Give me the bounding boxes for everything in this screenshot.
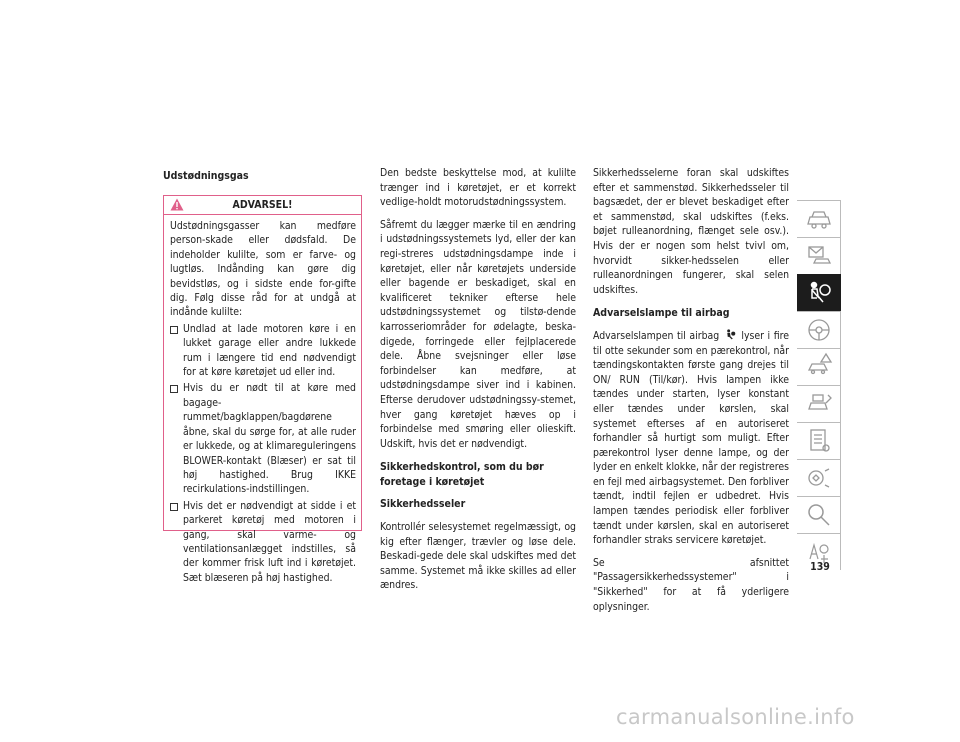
warning-header [164,196,361,215]
watermark: carmanualsonline.info [616,705,855,729]
checkbox-bullet-icon [170,385,178,393]
car-mail-icon [804,241,834,271]
tab-servicing[interactable] [797,385,841,422]
tab-safety[interactable] [797,274,841,311]
warning-item-text: Hvis det er nødvendigt at sidde i et parkeret køretøj med motoren i gang, skal varme- og ventilationsanlægget indstilles, så der kommer frisk luft ind i køretøjet. Sæt blæseren på høj hastighed. [183,499,356,584]
warning-title: ADVARSEL! [232,199,293,211]
paragraph: Den bedste beskyttelse mod, at kulilte trænger ind i køretøjet, er et korrekt vedlige-holdt motorudstødningssystem. [380,167,576,209]
paragraph-body: lyser i fire til otte sekunder som en pærekontrol, når tændingskontakten første gang drejes til ON/ RUN (Til/kør). Hvis lampen ikke tændes under starten, lyser konstant eller tændes under kørslen, skal systemet efterses af en autoriseret forhandler så hurtigt som muligt. Efter pærekontrol lyser denne lampe, og der lyder en enkelt klokke, når der registreres en fejl med airbagsystemet. Den forbliver tændt, indtil fejlen er udbedret. Hvis lampen tændes periodisk eller forbliver tændt under kørslen, skal en autoriseret forhandler straks servicere køretøjet. [593,329,789,547]
tab-starting-operating[interactable] [797,311,841,348]
subsection-heading: Sikkerhedsseler [380,498,466,511]
section-title: Udstødningsgas [163,170,249,182]
specifications-list-icon [804,426,834,456]
multimedia-icon [804,463,834,493]
car-dashboard-icon [804,204,834,234]
checkbox-bullet-icon [170,503,178,511]
subsection-heading: Advarselslampe til airbag [593,307,730,320]
paragraph: Sikkerhedsselerne foran skal udskiftes efter et sammenstød. Sikkerhedsseler til bagsædet, der er blevet beskadiget efter et sammenstød, skal udskiftes (f.eks. bøjet rulleanordning, flænget sele osv.). Hvis der er nogen som helst tvivl om, hvorvidt sikker-hedsselen eller rulleanordningen fungerer, skal selen udskiftes. [593,167,789,296]
paragraph: Se afsnittet "Passagersikkerhedssystemer" i "Sikkerhed" for at få yderligere oplysninger. [593,556,789,613]
tab-multimedia[interactable] [797,459,841,496]
chapter-tabs [797,200,841,570]
paragraph-lead: Advarselslampen til airbag [593,329,720,342]
search-index-icon [804,500,834,530]
tab-getting-started[interactable] [797,237,841,274]
warning-intro: Udstødningsgasser kan medføre person-skade eller dødsfald. De indeholder kulilte, som er farve- og lugtløs. Indånding kan gøre dig bevidstløs, og i sidste ende for-gifte dig. Følg disse råd for at undgå at indånde kulilte: [170,220,356,319]
middle-column [380,166,576,593]
warning-box [163,195,362,584]
paragraph: Kontrollér selesystemet regelmæssigt, og kig efter flænger, trævler og løse dele. Beskadi-gede dele skal udskiftes med det samme. Systemet må ikke skilles ad eller ændres. [380,521,576,592]
tab-index[interactable] [797,496,841,533]
page-number: 139 [810,561,830,573]
checkbox-bullet-icon [170,326,178,334]
warning-list-item [170,322,356,380]
right-column [593,166,789,614]
tab-specifications[interactable] [797,422,841,459]
steering-wheel-icon [804,315,834,345]
warning-item-text: Hvis du er nødt til at køre med bagage-rummet/bagklappen/bagdørene åbne, skal du sørge for, at alle ruder er lukkede, og at klimareguleringens BLOWER-kontakt (Blæser) er sat til høj hastighed. Brug IKKE recirkulations-indstillingen. [183,382,356,496]
car-service-icon [804,389,834,419]
airbag-warning-icon [725,329,736,340]
airbag-seatbelt-icon [804,278,834,308]
warning-car-icon [804,352,834,382]
tab-dashboard[interactable] [797,200,841,237]
section-heading: Sikkerhedskontrol, som du bør foretage i køretøjet [380,461,544,488]
warning-list-item [170,499,356,585]
paragraph [593,329,789,548]
paragraph: Såfremt du lægger mærke til en ændring i udstødningssystemets lyd, eller der kan regi-streres udstødningsdampe inde i køretøjet, eller når køretøjets underside eller bagende er beskadiget, skal en kvalificeret tekniker efterse hele udstødningssystemet og tilstø-dende karrosseriområder for ødelagte, beska-digede, forringede eller fejlplacerede dele. Åbne svejsninger eller løse forbindelser kan medføre, at udstødningsdampe siver ind i kabinen. Efterse derudover udstødningssy-stemet, hver gang køretøjet hæves op i forbindelse med smøring eller olieskift. Udskift, hvis det er nødvendigt. [380,218,576,450]
warning-list-item [170,381,356,496]
tab-emergency[interactable] [797,348,841,385]
warning-item-text: Undlad at lade motoren køre i en lukket garage eller andre lukkede rum i længere tid end nødvendigt for at køre køretøjet ud eller ind. [183,322,356,379]
